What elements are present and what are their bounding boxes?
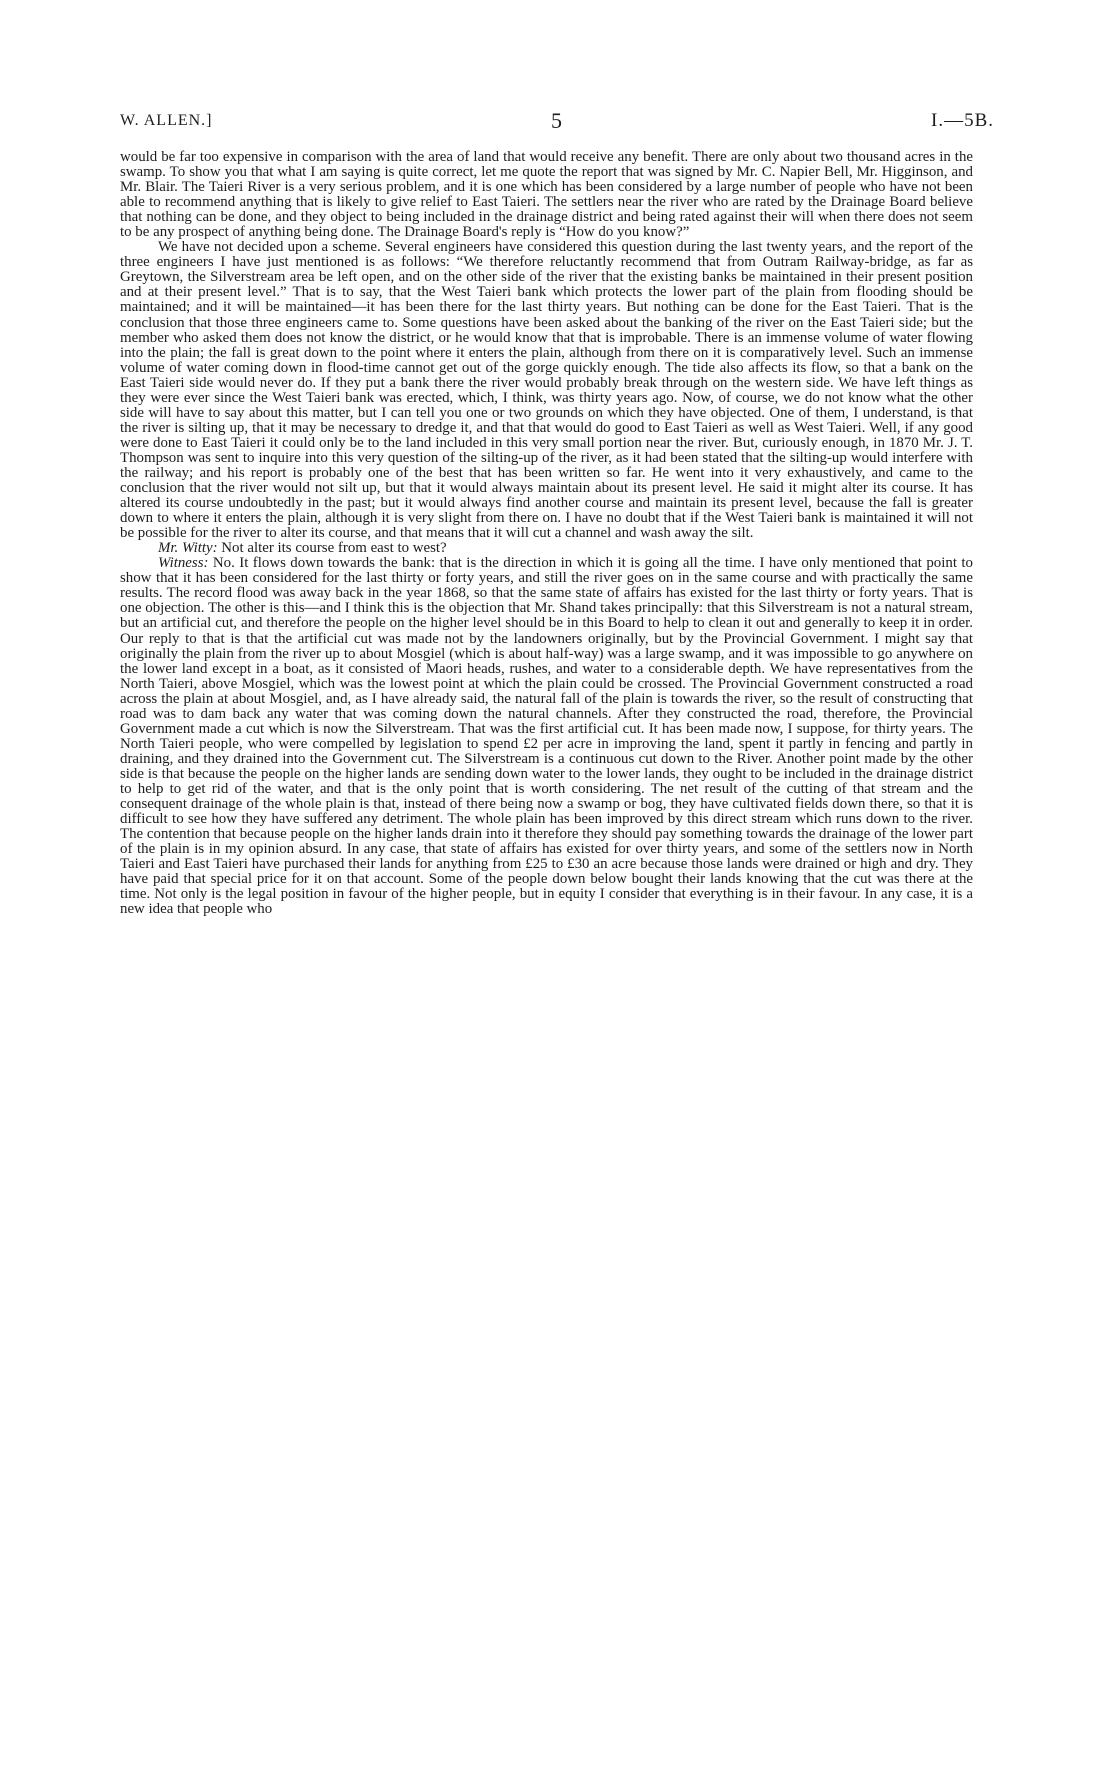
speaker-label: Mr. Witty: xyxy=(158,540,218,557)
paragraph-text: No. It flows down towards the bank: that is the direction in which it is going all the time. I have only mentioned that point to show that it has been considered for the last thirty or forty years, and still the river goes on in the same course and with practically the same results. The record flood was away back in the year 1868, so that the same state of affairs has existed for the last thirty or forty years. That is one objection. The other is this—and I think this is the objection that Mr. Shand takes principally: that this Silverstream is not a natural stream, but an artificial cut, and therefore the people on the higher level should be in this Board to help to clean it out and generally to keep it in order. Our reply to that is that the artificial cut was made not by the landowners originally, but by the Provincial Government. I might say that originally the plain from the river up to about Mosgiel (which is about half-way) was a large swamp, and it was impossible to go anywhere on the lower land except in a boat, as it consisted of Maori heads, rushes, and water to a considerable depth. We have representatives from the North Taieri, above Mosgiel, which was the lowest point at which the plain could be crossed. The Provincial Government constructed a road across the plain at about Mosgiel, and, as I have already said, the natural fall of the plain is towards the river, so the result of constructing that road was to dam back any water that was coming down the natural channels. After they constructed the road, therefore, the Provincial Government made a cut which is now the Silverstream. That was the first artificial cut. It has been made now, I suppose, for thirty years. The North Taieri people, who were compelled by legislation to spend £2 per acre in improving the land, spent it partly in fencing and partly in draining, and they drained into the Government cut. The Silverstream is a continuous cut down to the River. Another point made by the other side is that because the people on the higher lands are sending down water to the lower lands, they ought to be included in the drainage district to help to get rid of the water, and that is the only point that is worth considering. The net result of the cutting of that stream and the consequent drainage of the whole plain is that, instead of there being now a swamp or bog, they have cultivated fields down there, so that it is difficult to see how they have suffered any detriment. The whole plain has been improved by this direct stream which runs down to the river. The contention that because people on the higher lands drain into it therefore they should pay something towards the drainage of the lower part of the plain is in my opinion absurd. In any case, that state of affairs has existed for over thirty years, and some of the settlers now in North Taieri and East Taieri have purchased their lands for anything from £25 to £30 an acre because those lands were drained or high and dry. They have paid that special price for it on that account. Some of the people down below bought their lands knowing that the cut was there at the time. Not only is the legal position in favour of the higher people, but in equity I consider that everything is in their favour. In any case, it is a new idea that people who xyxy=(120,555,973,918)
page-number: 5 xyxy=(551,108,563,133)
paragraph-1: would be far too expensive in comparison with the area of land that would receive any benefit. There are only about two thousand acres in the swamp. To show you that what I am saying is quite correct, let me quote the report that was signed by Mr. C. Napier Bell, Mr. Higginson, and Mr. Blair. The Taieri River is a very serious problem, and it is one which has been considered by a large number of people who have not been able to recommend anything that is likely to give relief to East Taieri. The settlers near the river who are rated by the Drainage Board believe that nothing can be done, and they object to being included in the drainage district and being rated against their will when there does not seem to be any prospect of anything being done. The Drainage Board's reply is “How do you know?” xyxy=(120,149,973,241)
paragraph-text: Not alter its course from east to west? xyxy=(221,540,447,557)
speaker-label: Witness: xyxy=(158,555,209,572)
header-witness-name: W. ALLEN.] xyxy=(120,112,213,129)
page-body xyxy=(120,150,973,917)
paragraph-3 xyxy=(120,541,973,556)
page-header xyxy=(120,108,994,138)
paragraph-2: We have not decided upon a scheme. Several engineers have considered this question during the last twenty years, and the report of the three engineers I have just mentioned is as follows: “We therefore reluctantly recommend that from Outram Railway-bridge, as far as Greytown, the Silverstream area be left open, and on the other side of the river that the existing banks be maintained in their present position and at their present level.” That is to say, that the West Taieri bank which protects the lower part of the plain from flooding should be maintained; and it will be maintained—it has been there for the last thirty years. But nothing can be done for the East Taieri. That is the conclusion that those three engineers came to. Some questions have been asked about the banking of the river on the East Taieri side; but the member who asked them does not know the district, or he would know that that is improbable. There is an immense volume of water flowing into the plain; the fall is great down to the point where it enters the plain, although from there on it is comparatively level. Such an immense volume of water coming down in flood-time cannot get out of the gorge quickly enough. The tide also affects its flow, so that a bank on the East Taieri side would never do. If they put a bank there the river would probably break through on the western side. We have left things as they were ever since the West Taieri bank was erected, which, I think, was thirty years ago. Now, of course, we do not know what the other side will have to say about this matter, but I can tell you one or two grounds on which they have objected. One of them, I understand, is that the river is silting up, that it may be necessary to dredge it, and that that would do good to East Taieri as well as West Taieri. Well, if any good were done to East Taieri it could only be to the land included in this very small portion near the river. But, curiously enough, in 1870 Mr. J. T. Thompson was sent to inquire into this very question of the silting-up of the river, as it had been stated that the silting-up would interfere with the railway; and his report is probably one of the best that has been written so far. He went into it very exhaustively, and came to the conclusion that the river would not silt up, but that it would always maintain about its present level. He said it might alter its course. It has altered its course undoubtedly in the past; but it would always find another course and maintain its present level, because the fall is greater down to where it enters the plain, although it is very slight from there on. I have no doubt that if the West Taieri bank is maintained it will not be possible for the river to alter its course, and that means that it will cut a channel and wash away the silt. xyxy=(120,239,973,542)
paragraph-4 xyxy=(120,556,973,917)
document-reference: I.—5B. xyxy=(931,110,994,131)
